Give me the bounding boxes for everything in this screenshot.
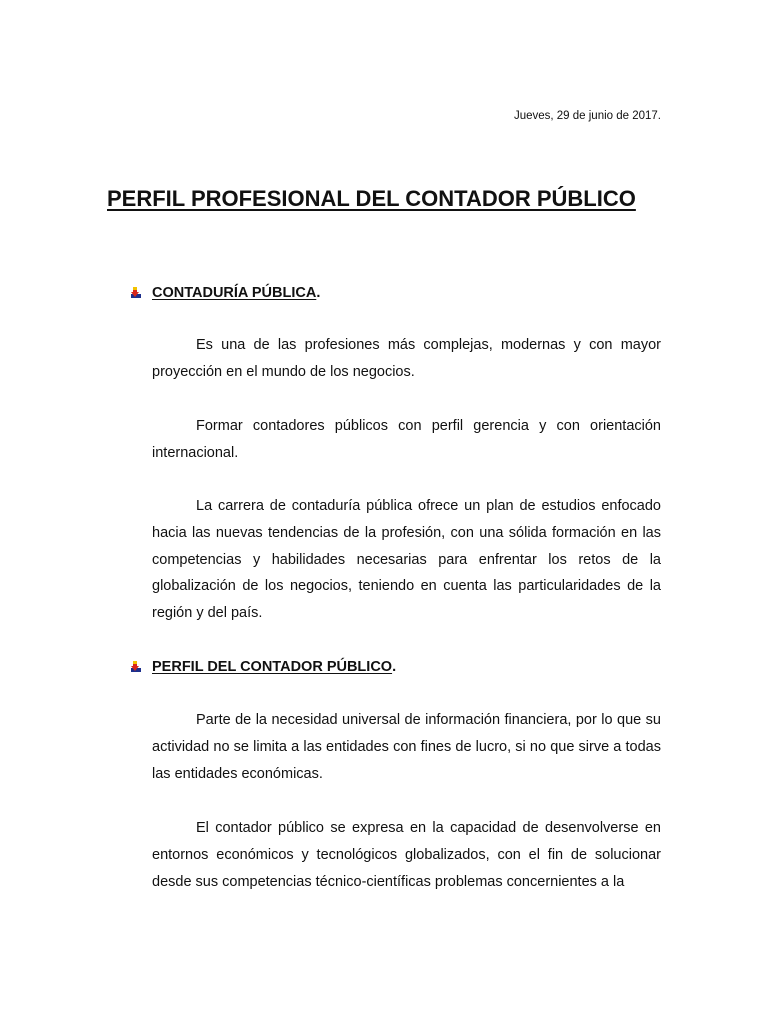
paragraph: Formar contadores públicos con perfil gerencia y con orientación internacional.	[152, 418, 661, 461]
section-heading-suffix: .	[392, 659, 397, 675]
paragraph: Es una de las profesiones más complejas, modernas y con mayor proyección en el mundo de los negocios.	[152, 337, 661, 380]
section-heading-label: PERFIL DEL CONTADOR PÚBLICO	[152, 659, 393, 675]
paragraph: Parte de la necesidad universal de información financiera, por lo que su actividad no se limita a las entidades con fines de lucro, si no que sirve a todas las entidades económicas.	[152, 712, 661, 782]
section-heading-suffix: .	[316, 285, 321, 301]
paragraph: El contador público se expresa en la capacidad de desenvolverse en entornos económicos y tecnológicos globalizados, con el fin de solucionar desde sus competencias técnico-científicas problemas concernientes a la	[152, 820, 661, 890]
document-date: Jueves, 29 de junio de 2017.	[513, 110, 661, 122]
arrow-bullet-icon	[128, 286, 142, 300]
section-heading-contaduria	[128, 284, 320, 302]
document-title: PERFIL PROFESIONAL DEL CONTADOR PÚBLICO	[107, 186, 636, 211]
section-heading-label: CONTADURÍA PÚBLICA	[152, 285, 317, 301]
arrow-bullet-icon	[128, 660, 142, 674]
paragraph: La carrera de contaduría pública ofrece un plan de estudios enfocado hacia las nuevas tendencias de la profesión, con una sólida formación en las competencias y habilidades necesarias para enfrentar los retos de la globalización de los negocios, teniendo en cuenta las particularidades de la región y del país.	[152, 498, 661, 622]
section-heading-perfil	[128, 658, 396, 676]
